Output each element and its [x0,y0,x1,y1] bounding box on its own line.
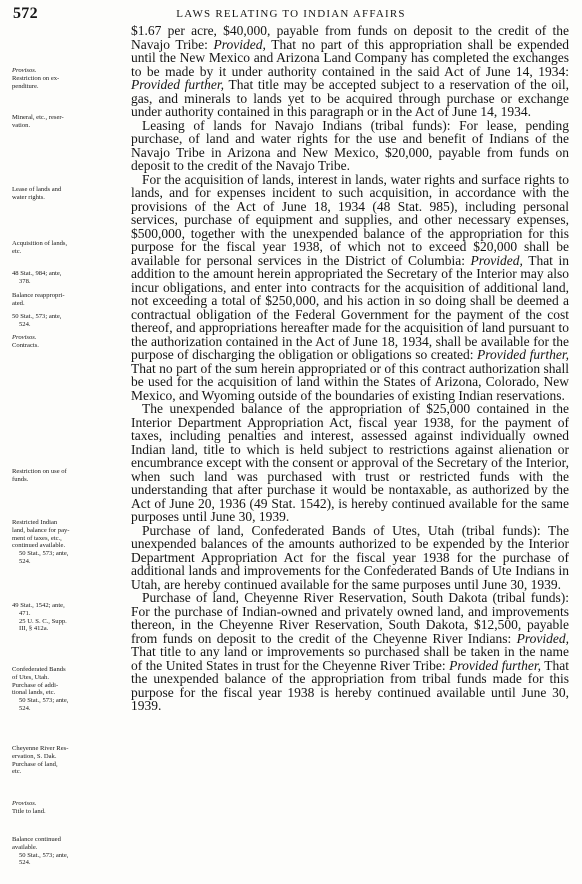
sidenote-line: of Utes, Utah. [12,673,49,681]
sidenote [12,334,124,350]
sidenote-line: 49 Stat., 1542; ante, [12,602,65,609]
sidenote [12,602,124,633]
sidenote-line: etc. [12,247,22,255]
paragraph-restricted-land-taxes [131,402,569,524]
main-text [131,24,569,713]
text-run: That no part of this appropriation shall be expended until the New Mexico and Arizona Land Company has completed the exchanges to be made by it under authority contained in the said Act of June 14, 1934: [131,36,569,79]
sidenote-line: Purchase of addi- [12,681,59,689]
sidenote-line: Provisos. [12,334,37,341]
sidenote-line: Acquisition of lands, [12,240,68,247]
sidenote [12,468,124,484]
text-run: Purchase of land, Confederated Bands of Utes, Utah (tribal funds): The unexpended balances of the amounts authorized to be expended by the Interior Department Appropriation Act for the fiscal year 1938 for the purchase of additional lands and improvements for the Confederated Bands of Ute Indians in Utah, are hereby continued available for the same purposes until June 30, 1939. [131,522,569,592]
sidenote-line: Restriction on ex- [12,74,60,82]
sidenote-line: Restriction on use of [12,468,67,475]
paragraph-navajo-lease [131,119,569,173]
sidenote-line: Contracts. [12,341,39,349]
sidenote-line: continued available. [12,542,66,550]
paragraph-cheyenne-river [131,591,569,713]
sidenote-line: available. [12,843,38,851]
sidenote-line: 50 Stat., 573; ante, [19,697,69,705]
sidenote [12,114,124,130]
sidenote-line: 524. [19,859,31,867]
sidenote-line: Provisos. [12,800,37,807]
text-run: The unexpended balance of the appropriation of $25,000 contained in the Interior Department Appropriation Act, fiscal year 1938, for the payment of taxes, including penalties and interest, assessed against individually owned Indian land, title to which is held subject to restrictions against alienation or encumbrance except with the consent or approval of the Secretary of the Interior, when such land was purchased with trust or restricted funds with the understanding that after purchase it would be nontaxable, as authorized by the Act of June 20, 1936 (49 Stat. 1542), is hereby continued available for the same purposes until June 30, 1939. [131,401,569,524]
sidenote-line: 25 U. S. C., Supp. [19,617,67,625]
sidenote-line: tional lands, etc. [12,689,56,697]
sidenote-line: penditure. [12,82,39,90]
sidenote-line: ervation, S. Dak. [12,752,57,760]
sidenote-line: 471. [19,609,31,617]
sidenote-line: Confederated Bands [12,666,66,673]
sidenote-line: 50 Stat., 573; ante, [19,550,69,558]
sidenote-line: 524. [19,320,31,328]
sidenote-line: land, balance for pay- [12,526,70,534]
text-run: That title to any land or improvements so purchased shall be taken in the name of the United States in trust for the Cheyenne River Tribe: [131,644,569,673]
sidenote-line: Lease of lands and [12,186,62,193]
sidenote-line: 48 Stat., 984; ante, [12,270,62,277]
text-run: That in addition to the amount herein appropriated the Secretary of the Interior may also incur obligations, and enter into contracts for the acquisition of additional land, not exceeding a total of $250,000, and his action in so doing shall be deemed a contractual obligation of the Federal Government for the payment of the cost thereof, and appropriations hereafter made for the acquisition of land pursuant to the authorization contained in the Act of June 18, 1934, shall be available for the purpose of discharging the obligation or obligations so created: [131,252,570,362]
sidenote-line: Balance reappropri- [12,292,65,299]
sidenote [12,313,124,329]
text-run: Purchase of land, Cheyenne River Reservation, South Dakota (tribal funds): For the purchase of Indian-owned and privately owned land, and improvements thereon, in the Cheyenne River Reservation, South Dakota, $12,500, payable from funds on deposit to the credit of the Cheyenne River Indians: [131,590,569,646]
sidenote-line: funds. [12,475,29,483]
sidenote-line: III, § 412a. [19,625,49,633]
paragraph-navajo-purchase [131,24,569,119]
text-run: That the unexpended balance of the appropriation from tribal funds made for this purpose for the fiscal year 1938 is hereby continued available until June 30, 1939. [131,657,569,713]
proviso-text: Provided further, [449,657,541,673]
sidenote-line: Cheyenne River Res- [12,745,69,752]
sidenote-line: 524. [19,557,31,565]
sidenote [12,292,124,308]
sidenote [12,270,124,286]
page-number: 572 [13,5,38,22]
sidenote-line: etc. [12,768,22,776]
sidenote [12,67,124,90]
sidenote-line: 524. [19,704,31,712]
sidenote [12,240,124,256]
sidenote-line: Provisos. [12,67,37,74]
sidenote [12,800,124,816]
sidenote [12,519,124,566]
sidenote-line: Mineral, etc., reser- [12,114,64,121]
text-run: For the acquisition of lands, interest in lands, water rights and surface rights to lands, and for expenses incident to such acquisition, in accordance with the provisions of the Act of June 18, 1934 (48 Stat. 985), including personal services, purchase of equipment and supplies, and other necessary expenses, $500,000, together with the unexpended balance of the appropriation for this purpose for the fiscal year 1938, of which not to exceed $20,000 shall be available for personal services in the District of Columbia: [131,171,569,268]
text-run: That no part of the sum herein appropriated or of this contract authorization shall be used for the acquisition of land within the States of Arizona, Colorado, New Mexico, and Wyoming outside of the boundaries of existing Indian reservations. [131,360,569,403]
text-run: That title may be accepted subject to a reservation of the oil, gas, and minerals to lands yet to be acquired through purchase or exchange under authority contained in this paragraph or in the Act of June 14, 1934. [131,77,569,119]
sidenote-line: vation. [12,121,31,129]
proviso-text: Provided further, [131,77,225,92]
sidenote-line: Title to land. [12,807,46,815]
paragraph-land-acquisition [131,173,569,403]
proviso-text: Provided further, [477,347,569,362]
sidenote-line: 50 Stat., 573; ante, [12,313,62,320]
proviso-text: Provided, [516,630,569,646]
sidenote [12,745,124,776]
sidenote-line: Balance continued [12,836,61,843]
sidenote-line: Restricted Indian [12,519,58,526]
text-run: Leasing of lands for Navajo Indians (tribal funds): For lease, pending purchase, of land and water rights for the use and benefit of Indians of the Navajo Tribe in Arizona and New Mexico, $20,000, payable from funds on deposit to the credit of the Navajo Tribe. [131,117,569,173]
sidenote-line: ment of taxes, etc., [12,534,62,542]
proviso-text: Provided, [470,252,523,268]
sidenote [12,666,124,713]
sidenote-line: 378. [19,277,31,285]
text-run: $1.67 per acre, $40,000, payable from funds on deposit to the credit of the Navajo Tribe: [131,23,569,52]
running-title: LAWS RELATING TO INDIAN AFFAIRS [176,8,406,20]
sidenote-line: 50 Stat., 573; ante, [19,851,69,859]
sidenote-line: ated. [12,299,25,307]
sidenote [12,836,124,867]
paragraph-ute-purchase [131,524,569,592]
sidenote [12,186,124,202]
sidenote-line: water rights. [12,193,45,201]
sidenote-line: Purchase of land, [12,760,58,768]
proviso-text: Provided, [213,36,266,52]
